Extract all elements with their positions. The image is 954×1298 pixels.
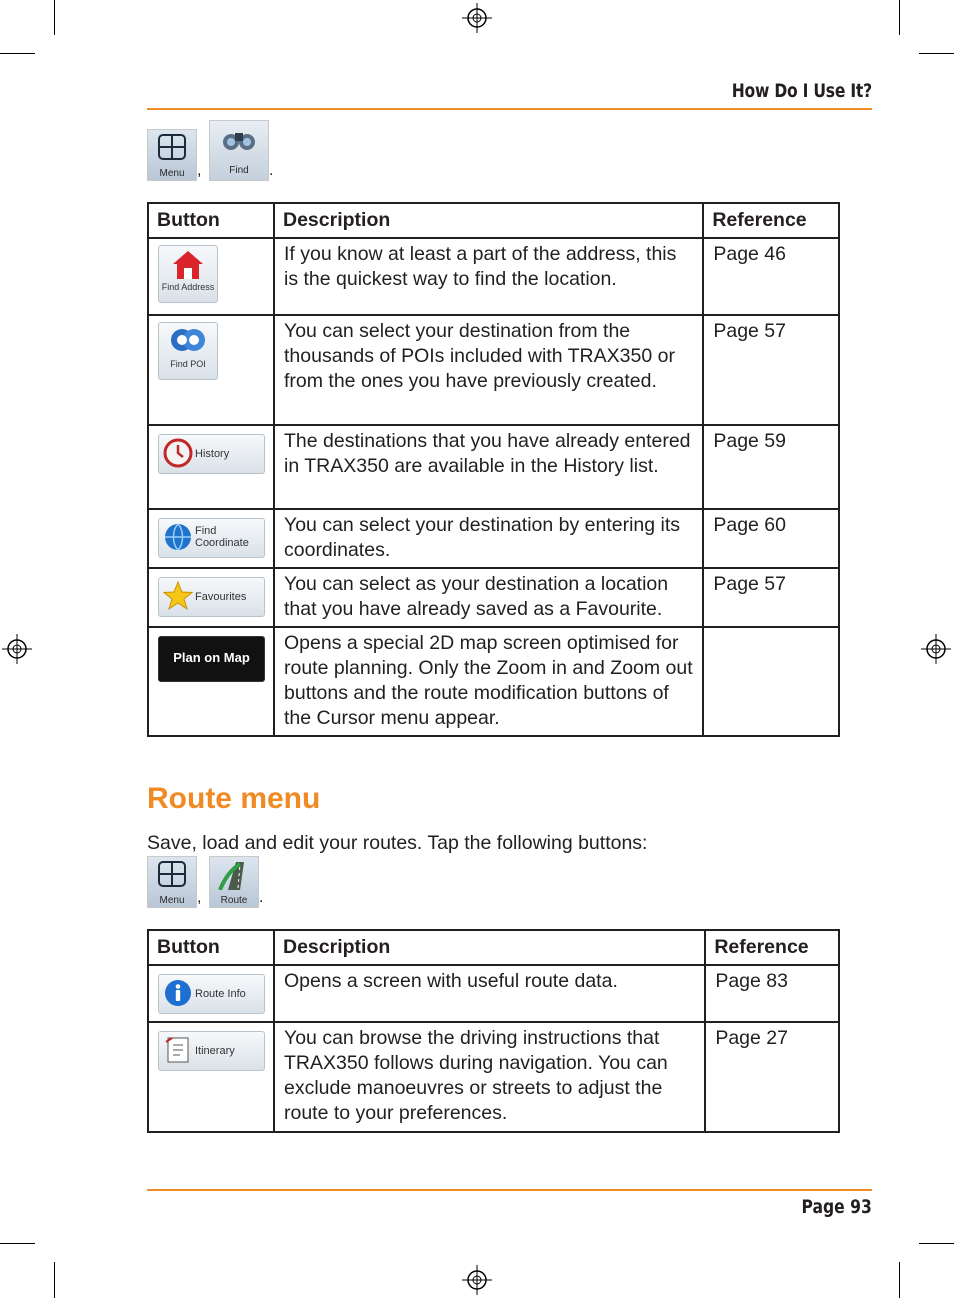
reference-cell: Page 27 bbox=[705, 1022, 839, 1132]
history-button[interactable] bbox=[158, 434, 265, 474]
menu-grid-icon bbox=[158, 134, 186, 160]
route-info-button[interactable] bbox=[158, 974, 265, 1014]
header-description: Description bbox=[274, 203, 703, 238]
description-cell: Opens a special 2D map screen optimised for route planning. Only the Zoom in and Zoom out buttons and the route modification buttons of the Cursor menu appear. bbox=[274, 627, 703, 736]
itinerary-button[interactable] bbox=[158, 1031, 265, 1071]
description-cell: Opens a screen with useful route data. bbox=[274, 965, 705, 1022]
find-buttons-table bbox=[147, 202, 840, 737]
footer-rule bbox=[147, 1189, 872, 1191]
table-row bbox=[148, 509, 839, 568]
favourites-label: Favourites bbox=[195, 591, 247, 603]
find-poi-button[interactable] bbox=[158, 322, 218, 380]
reference-cell: Page 46 bbox=[703, 238, 839, 315]
plan-on-map-button[interactable] bbox=[158, 636, 265, 682]
table-row bbox=[148, 238, 839, 315]
description-cell: You can select as your destination a location that you have already saved as a Favourite. bbox=[274, 568, 703, 627]
plan-on-map-label: Plan on Map bbox=[173, 650, 250, 665]
table-row bbox=[148, 568, 839, 627]
reference-cell: Page 83 bbox=[705, 965, 839, 1022]
crop-mark bbox=[899, 1262, 900, 1298]
reference-cell bbox=[703, 627, 839, 736]
find-button-label: Find bbox=[229, 165, 249, 176]
separator: , bbox=[197, 889, 202, 906]
description-cell: If you know at least a part of the address, this is the quickest way to find the location. bbox=[274, 238, 703, 315]
route-info-label: Route Info bbox=[195, 988, 246, 1000]
crop-mark bbox=[0, 53, 35, 54]
route-buttons-table bbox=[147, 929, 840, 1133]
menu-button[interactable] bbox=[147, 856, 197, 908]
itinerary-label: Itinerary bbox=[195, 1045, 235, 1057]
table-row bbox=[148, 965, 839, 1022]
crop-mark bbox=[0, 1243, 35, 1244]
header-button: Button bbox=[148, 930, 274, 965]
menu-button-label: Menu bbox=[159, 168, 185, 179]
header-button: Button bbox=[148, 203, 274, 238]
section-title: Route menu bbox=[147, 782, 321, 815]
description-cell: You can select your destination from the thousands of POIs included with TRAX350 or from the ones you have previously created. bbox=[274, 315, 703, 425]
find-address-label: Find Address bbox=[161, 282, 215, 292]
header-reference: Reference bbox=[703, 203, 839, 238]
find-coordinate-label: Find Coordinate bbox=[195, 525, 249, 549]
crop-mark bbox=[919, 53, 954, 54]
find-poi-label: Find POI bbox=[170, 359, 206, 369]
menu-button-label: Menu bbox=[159, 895, 185, 906]
find-coordinate-button[interactable] bbox=[158, 518, 265, 558]
table-header-row bbox=[148, 930, 839, 965]
info-icon bbox=[163, 978, 193, 1008]
end-mark: . bbox=[259, 889, 264, 906]
globe-icon bbox=[163, 522, 193, 552]
star-icon bbox=[163, 581, 193, 611]
page-number: Page 93 bbox=[801, 1196, 872, 1218]
find-address-button[interactable] bbox=[158, 245, 218, 303]
reference-cell: Page 57 bbox=[703, 315, 839, 425]
route-button-label: Route bbox=[220, 895, 248, 906]
header-rule bbox=[147, 108, 872, 110]
table-row bbox=[148, 315, 839, 425]
binoculars-icon bbox=[222, 127, 256, 153]
registration-mark-icon bbox=[2, 634, 32, 664]
menu-button[interactable] bbox=[147, 129, 197, 181]
description-cell: You can select your destination by entering its coordinates. bbox=[274, 509, 703, 568]
history-label: History bbox=[195, 448, 230, 460]
favourites-button[interactable] bbox=[158, 577, 265, 617]
route-button[interactable] bbox=[209, 856, 259, 908]
registration-mark-icon bbox=[462, 3, 492, 33]
header-reference: Reference bbox=[705, 930, 839, 965]
menu-grid-icon bbox=[158, 861, 186, 887]
clock-icon bbox=[163, 438, 193, 468]
end-mark: . bbox=[269, 162, 274, 179]
section-intro: Save, load and edit your routes. Tap the following buttons: bbox=[147, 832, 648, 854]
reference-cell: Page 57 bbox=[703, 568, 839, 627]
itinerary-icon bbox=[165, 1036, 191, 1064]
find-button[interactable] bbox=[209, 120, 269, 181]
table-row bbox=[148, 1022, 839, 1132]
crop-mark bbox=[54, 0, 55, 35]
table-header-row bbox=[148, 203, 839, 238]
registration-mark-icon bbox=[921, 634, 951, 664]
crop-mark bbox=[899, 0, 900, 35]
table-row bbox=[148, 425, 839, 509]
crop-mark bbox=[919, 1243, 954, 1244]
reference-cell: Page 59 bbox=[703, 425, 839, 509]
crop-mark bbox=[54, 1262, 55, 1298]
reference-cell: Page 60 bbox=[703, 509, 839, 568]
separator: , bbox=[197, 162, 202, 179]
page-header-title: How Do I Use It? bbox=[731, 80, 872, 102]
road-icon bbox=[218, 860, 250, 890]
header-description: Description bbox=[274, 930, 705, 965]
table-row bbox=[148, 627, 839, 736]
description-cell: You can browse the driving instructions that TRAX350 follows during navigation. You can exclude manoeuvres or streets to adjust the route to your preferences. bbox=[274, 1022, 705, 1132]
registration-mark-icon bbox=[462, 1265, 492, 1295]
description-cell: The destinations that you have already entered in TRAX350 are available in the History list. bbox=[274, 425, 703, 509]
